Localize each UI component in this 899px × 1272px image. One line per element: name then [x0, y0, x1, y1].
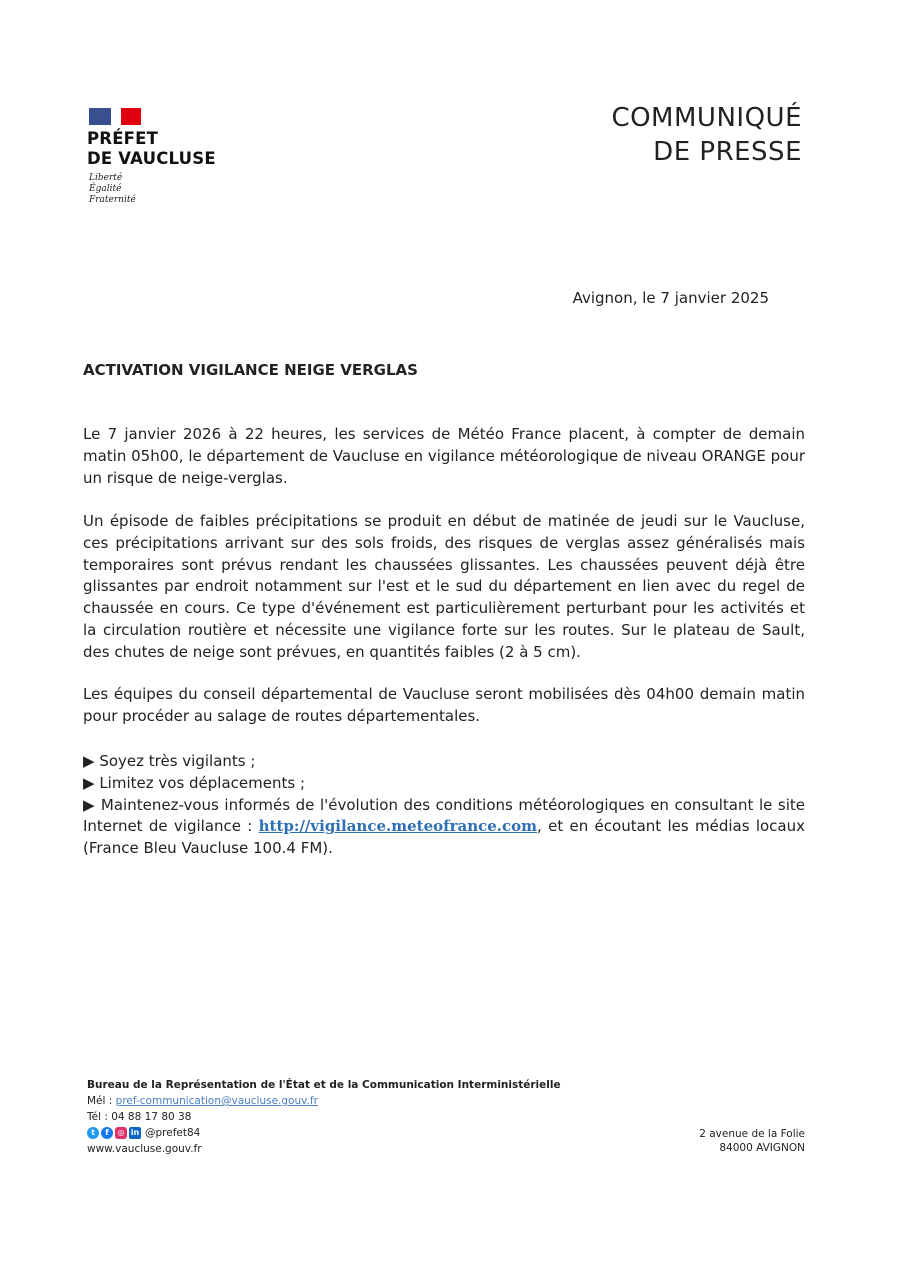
date-line: Avignon, le 7 janvier 2025: [572, 289, 769, 307]
document-type: COMMUNIQUÉ DE PRESSE: [611, 103, 802, 167]
footer-contact: Bureau de la Représentation de l'État et de la Communication Interministérielle Mél : pref-communication@vaucluse.gouv.fr Tél : 04 88 17 80 38 t f ◎ in @prefet84 www.vaucluse.gouv.fr: [87, 1079, 561, 1155]
bullet-list: [83, 751, 805, 860]
triangle-bullet-icon: ▶: [83, 795, 96, 814]
vigilance-link[interactable]: http://vigilance.meteofrance.com: [258, 817, 538, 836]
paragraph: Le 7 janvier 2026 à 22 heures, les services de Météo France placent, à compter de demain matin 05h00, le département de Vaucluse en vigilance météorologique de niveau ORANGE pour un risque de neige-verglas.: [83, 425, 805, 487]
republic-flag-logo: [89, 108, 141, 125]
motto: Liberté Égalité Fraternité: [89, 173, 136, 205]
prefecture-name: PRÉFET DE VAUCLUSE: [87, 129, 216, 168]
triangle-bullet-icon: ▶: [83, 752, 95, 770]
list-item: ▶ Maintenez-vous informés de l'évolution des conditions météorologiques en consultant le site Internet de vigilance : http://vigilance.meteofrance.com, et en écoutant les médias locaux (France Bleu Vaucluse 100.4 FM).: [83, 795, 805, 858]
instagram-icon[interactable]: ◎: [115, 1127, 127, 1139]
paragraph: Les équipes du conseil départemental de Vaucluse seront mobilisées dès 04h00 demain matin pour procéder au salage de routes départementales.: [83, 685, 805, 725]
list-item: ▶ Soyez très vigilants ;: [83, 752, 256, 770]
triangle-bullet-icon: ▶: [83, 773, 95, 792]
address: 2 avenue de la Folie 84000 AVIGNON: [699, 1128, 805, 1154]
website: www.vaucluse.gouv.fr: [87, 1143, 202, 1155]
email-link[interactable]: pref-communication@vaucluse.gouv.fr: [115, 1095, 318, 1107]
list-item: ▶ Limitez vos déplacements ;: [83, 773, 305, 792]
twitter-icon[interactable]: t: [87, 1127, 99, 1139]
facebook-icon[interactable]: f: [101, 1127, 113, 1139]
linkedin-icon[interactable]: in: [130, 1128, 140, 1137]
paragraph: Un épisode de faibles précipitations se produit en début de matinée de jeudi sur le Vaucluse, ces précipitations arrivant sur des sols froids, des risques de verglas assez généralisés mais temporaires sont prévus rendant les chaussées glissantes. Les chaussées peuvent déjà être glissantes par endroit notamment sur l'est et le sud du département en lien avec du regel de chaussée en cours. Ce type d'événement est particulièrement perturbant pour les activités et la circulation routière et nécessite une vigilance forte sur les routes. Sur le plateau de Sault, des chutes de neige sont prévues, en quantités faibles (2 à 5 cm).: [83, 512, 805, 661]
page-title: ACTIVATION VIGILANCE NEIGE VERGLAS: [83, 361, 418, 379]
